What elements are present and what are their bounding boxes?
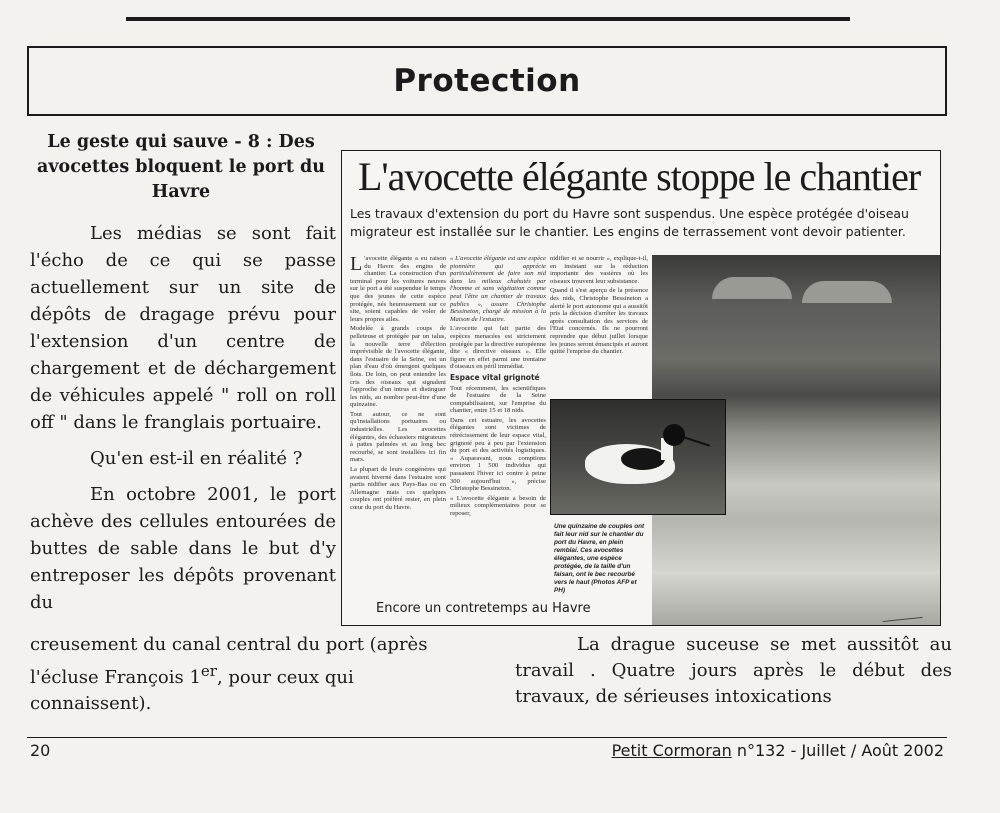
clipping-subtitle: Espace vital grignoté bbox=[450, 372, 540, 382]
issue-info: n°132 - Juillet / Août 2002 bbox=[731, 741, 944, 760]
photo-caption: Une quinzaine de couples ont fait leur nid sur le chantier du port du Havre, en plein remblai. Ces avocettes élégantes, une espèce protégée, de la taille d'un faisan, ont le bec recourbé vers le haut (Photos AFP et PH) bbox=[554, 523, 645, 594]
clipping-lede bbox=[350, 205, 941, 241]
clipping-headline: L'avocette élégante stoppe le chantier bbox=[358, 154, 921, 199]
footer-publication bbox=[612, 741, 944, 760]
clipping-kicker: Encore un contretemps au Havre bbox=[376, 601, 591, 616]
newspaper-clipping bbox=[341, 150, 941, 626]
avocet-beak bbox=[683, 436, 710, 447]
top-rule bbox=[126, 17, 850, 21]
clipping-col1-p1: 'avocette élégante a eu raison du Havre des engins de chantier. La construction d'un terminal pour les voitures neuves sur le port a été suspendue le temps que des jeunes de cette espèce protégée, nés heureusement sur ce site, soient capables de voler de leurs propres ailes. bbox=[350, 255, 446, 323]
clipping-col3-p2: Quand il s'est aperçu de la présence des nids, Christophe Bessineton a alerté le port autonome qui a aussitôt pris la décision d'arrêter les travaux après consultation des services de l'Etat concernés. Ils ne pourront reprendre que début juillet lorsque les jeunes seront émancipés et auront quitté l'emprise du chantier. bbox=[550, 287, 648, 356]
drop-cap: L bbox=[350, 253, 363, 275]
clipping-column-1 bbox=[350, 255, 446, 514]
paragraph-3: En octobre 2001, le port achève des cellules entourées de buttes de sable dans le but d'y entreposer les dépôts provenant du bbox=[30, 484, 336, 613]
storage-tank bbox=[802, 281, 892, 303]
article-subhead: Le geste qui sauve - 8 : Des avocettes bloquent le port du Havre bbox=[37, 132, 325, 202]
storage-tank bbox=[712, 277, 792, 299]
section-title-box bbox=[27, 46, 947, 116]
paragraph-2: Qu'en est-il en réalité ? bbox=[90, 448, 303, 469]
clipping-lede-line-1: Les travaux d'extension du port du Havre sont suspendus. Une espèce protégée d'oiseau bbox=[350, 206, 909, 221]
avocet-photo bbox=[550, 399, 726, 515]
clipping-col2-p1: « L'avocette élégante est une espèce pionnière qui apprécie particulièrement de faire son nid dans les milieux chahutés par l'homme et sans végétation comme peut l'être un chantier de travaux publics », assure Christophe Bessineton, chargé de mission à la Maison de l'estuaire. bbox=[450, 255, 546, 323]
continuation-left-end: , pour ceux qui connaissent). bbox=[30, 667, 354, 714]
clipping-column-2 bbox=[450, 255, 546, 520]
article-body-left bbox=[30, 220, 336, 616]
superscript-er: er bbox=[200, 662, 217, 680]
clipping-col2-p3: Tout récemment, les scientifiques de l'estuaire de la Seine comptabilisaient, sur l'emprise du chantier, entre 15 et 18 nids. bbox=[450, 384, 546, 415]
clipping-col2-p2: L'avocette qui fait partie des espèces menacées est strictement protégée par la directive européenne dite « directive oiseaux ». Elle figure en effet parmi une trentaine d'oiseaux en péril immédiat. bbox=[450, 325, 546, 371]
footer-rule bbox=[27, 737, 947, 738]
page-number: 20 bbox=[30, 741, 51, 760]
article-body-bottom-left bbox=[30, 632, 470, 717]
clipping-col3-p1: nidifier et se nourrir », explique-t-il, en insistant sur la réduction importante des vasières où les oiseaux trouvent leur subsistance. bbox=[550, 255, 648, 285]
clipping-col2-p5: « L'avocette élégante a besoin de milieux complémentaires pour se reposer, bbox=[450, 494, 546, 517]
clipping-lede-line-2: migrateur est installée sur le chantier. Les engins de terrassement vont devoir patienter. bbox=[350, 224, 906, 239]
avocet-wing bbox=[621, 448, 665, 470]
publication-name: Petit Cormoran bbox=[611, 741, 732, 760]
clipping-col2-p4: Dans cet estuaire, les avocettes élégantes sont victimes de rétrécissement de leur espace vital, grignoté peu à peu par l'extension du port et des activités logistiques. « Auparavant, nous comptions environ 1 500 individus qui passaient l'hiver ici contre à peine 300 aujourd'hui », précise Christophe Bessineton. bbox=[450, 416, 546, 493]
clipping-col1-p2: Modelée à grands coups de pelleteuse et protégée par un talus, la nouvelle terre d'élection imprévisible de l'avocette élégante, dans l'estuaire de la Seine, est un plan d'eau d'où émergent quelques îlots. De loin, on peut entendre les cris des oiseaux qui signalent l'approche d'un intrus et distinguer les nids, au nombre peut-être d'une quinzaine. bbox=[350, 325, 446, 409]
paragraph-1: Les médias se sont fait l'écho de ce qui se passe actuellement sur un site de dépôts de dragage prévu pour l'extension d'un centre de chargement et de déchargement de véhicules appelé " roll on roll off " dans le franglais portuaire. bbox=[30, 223, 336, 433]
continuation-right: La drague suceuse se met aussitôt au travail . Quatre jours après le début des travaux, de sérieuses intoxications bbox=[515, 634, 952, 707]
article-body-bottom-right bbox=[515, 632, 952, 710]
clipping-col1-p3: Tout autour, ce ne sont qu'installations portuaires ou industrielles. Les avocettes élégantes, des échassiers migrateurs à pattes palmées et au long bec recourbé, se sont installées ici fin mars. bbox=[350, 410, 446, 464]
clipping-column-3 bbox=[550, 255, 648, 358]
avocet-head bbox=[663, 424, 685, 446]
clipping-col1-p4: La plupart de leurs congénères qui avaient hiverné dans l'estuaire sont partis nidifier aux Pays-Bas ou en Allemagne mais ces quelques couples ont préféré rester, en plein cœur du port du Havre. bbox=[350, 466, 446, 511]
section-title: Protection bbox=[393, 63, 581, 99]
continuation-left: creusement du canal central du port (après l'écluse François 1 bbox=[30, 634, 428, 688]
